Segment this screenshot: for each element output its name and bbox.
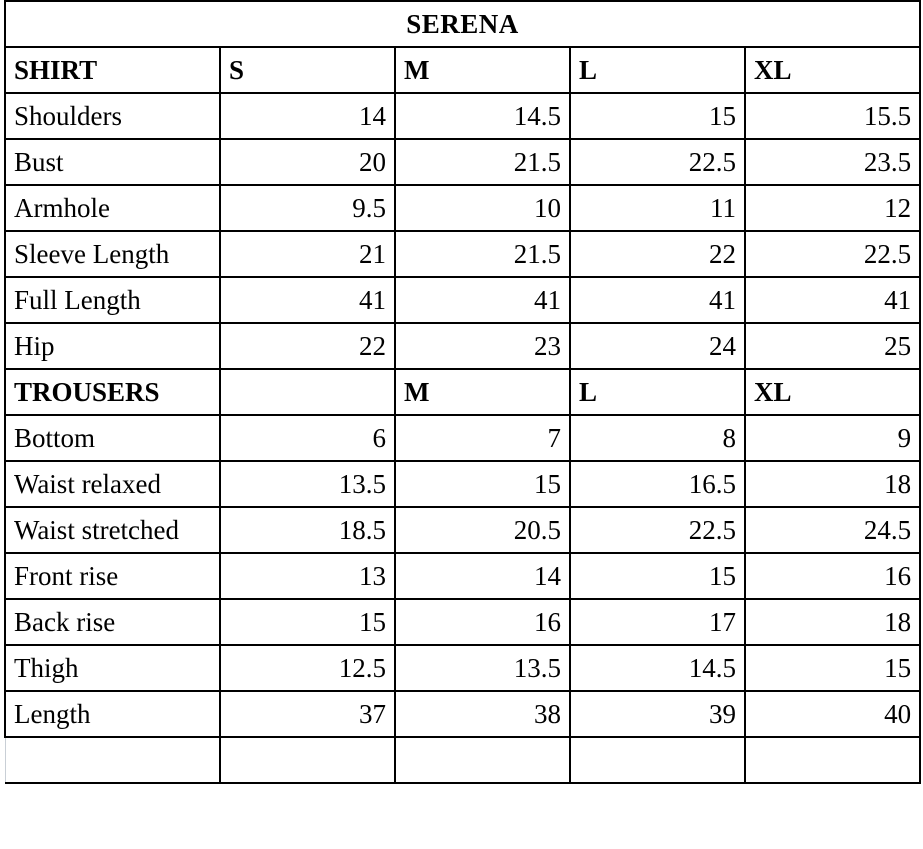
measurement-value-xl: 15 [745,645,920,691]
table-row [5,553,920,599]
measurement-value-m: 23 [395,323,570,369]
table-row [5,415,920,461]
measurement-value-l: 24 [570,323,745,369]
measurement-value-xl: 16 [745,553,920,599]
table-row [5,277,920,323]
size-header-l: L [570,47,745,93]
section-title-trousers: TROUSERS [5,369,220,415]
page-title: SERENA [5,1,920,47]
measurement-value-m: 10 [395,185,570,231]
table-row [5,93,920,139]
measurement-value-l: 41 [570,277,745,323]
measurement-value-l: 15 [570,93,745,139]
measurement-value-m: 38 [395,691,570,737]
measurement-value-l: 8 [570,415,745,461]
measurement-label: Sleeve Length [5,231,220,277]
measurement-value-m: 21.5 [395,231,570,277]
measurement-value-l: 16.5 [570,461,745,507]
measurement-value-m: 21.5 [395,139,570,185]
measurement-value-m: 13.5 [395,645,570,691]
table-row [5,599,920,645]
measurement-value-xl: 9 [745,415,920,461]
measurement-label: Armhole [5,185,220,231]
table-row [5,323,920,369]
measurement-label: Length [5,691,220,737]
measurement-value-s: 21 [220,231,395,277]
table-row [5,691,920,737]
measurement-label: Waist stretched [5,507,220,553]
measurement-value-s: 13 [220,553,395,599]
measurement-value-xl: 40 [745,691,920,737]
size-header-xl: XL [745,369,920,415]
title-row [5,1,920,47]
section-header-row [5,47,920,93]
measurement-value-l: 22 [570,231,745,277]
measurement-label: Thigh [5,645,220,691]
measurement-value-xl: 24.5 [745,507,920,553]
measurement-value-l: 22.5 [570,507,745,553]
measurement-value-s: 18.5 [220,507,395,553]
measurement-value-m: 15 [395,461,570,507]
measurement-value-s: 6 [220,415,395,461]
empty-cell [570,737,745,783]
measurement-value-l: 11 [570,185,745,231]
size-header-s: S [220,47,395,93]
measurement-label: Hip [5,323,220,369]
measurement-value-l: 15 [570,553,745,599]
empty-cell [5,737,220,783]
measurement-value-m: 16 [395,599,570,645]
measurement-value-m: 7 [395,415,570,461]
measurement-label: Full Length [5,277,220,323]
measurement-value-xl: 23.5 [745,139,920,185]
measurement-value-m: 14 [395,553,570,599]
measurement-value-s: 20 [220,139,395,185]
size-header-m: M [395,369,570,415]
measurement-value-l: 22.5 [570,139,745,185]
size-chart-table [4,0,921,784]
measurement-value-m: 14.5 [395,93,570,139]
table-row [5,461,920,507]
measurement-value-s: 12.5 [220,645,395,691]
measurement-value-s: 13.5 [220,461,395,507]
measurement-value-xl: 18 [745,599,920,645]
measurement-value-xl: 22.5 [745,231,920,277]
measurement-value-xl: 12 [745,185,920,231]
measurement-value-l: 17 [570,599,745,645]
empty-cell [745,737,920,783]
empty-row [5,737,920,783]
measurement-value-s: 9.5 [220,185,395,231]
table-row [5,645,920,691]
size-header-s [220,369,395,415]
section-title-shirt: SHIRT [5,47,220,93]
table-row [5,507,920,553]
measurement-value-m: 20.5 [395,507,570,553]
measurement-label: Shoulders [5,93,220,139]
measurement-label: Back rise [5,599,220,645]
measurement-value-m: 41 [395,277,570,323]
measurement-value-xl: 18 [745,461,920,507]
measurement-value-s: 37 [220,691,395,737]
measurement-label: Bottom [5,415,220,461]
empty-cell [220,737,395,783]
size-header-xl: XL [745,47,920,93]
size-header-m: M [395,47,570,93]
measurement-label: Front rise [5,553,220,599]
measurement-value-l: 14.5 [570,645,745,691]
measurement-value-l: 39 [570,691,745,737]
empty-cell [395,737,570,783]
table-row [5,185,920,231]
measurement-value-s: 41 [220,277,395,323]
measurement-label: Bust [5,139,220,185]
table-row [5,139,920,185]
measurement-value-s: 15 [220,599,395,645]
measurement-value-s: 14 [220,93,395,139]
measurement-label: Waist relaxed [5,461,220,507]
table-row [5,231,920,277]
measurement-value-xl: 41 [745,277,920,323]
measurement-value-s: 22 [220,323,395,369]
measurement-value-xl: 25 [745,323,920,369]
size-header-l: L [570,369,745,415]
measurement-value-xl: 15.5 [745,93,920,139]
section-header-row [5,369,920,415]
